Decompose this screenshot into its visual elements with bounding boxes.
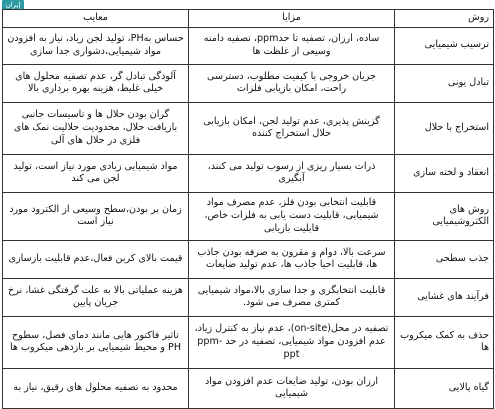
disadvantages-cell: مواد شیمیایی زیادی مورد نیاز است، تولید لجن می کند <box>3 154 189 192</box>
disadvantages-cell: زمان بر بودن،سطح وسیعی از الکترود مورد نیاز است <box>3 192 189 240</box>
advantages-cell: ارزان بودن، تولید ضایعات عدم افزودن مواد شیمیایی <box>189 368 395 408</box>
table-row <box>3 278 494 316</box>
logo: إيران <box>2 0 24 10</box>
disadvantages-cell: محدود به تصفیه محلول های رقیق، نیاز به <box>3 368 189 408</box>
method-cell: حذف به کمک میکروب ها <box>395 316 494 368</box>
disadvantages-cell: هزینه عملیاتی بالا به علت گرفتگی غشا، نرخ جریان پایین <box>3 278 189 316</box>
table-header-row <box>3 10 494 28</box>
table-row <box>3 316 494 368</box>
method-cell: روش های الکتروشیمیایی <box>395 192 494 240</box>
table-row <box>3 192 494 240</box>
advantages-cell: گزینش پذیری، عدم تولید لجن، امکان بازیابی حلال استخراج کننده <box>189 102 395 154</box>
table-row <box>3 27 494 64</box>
disadvantages-cell: قیمت بالای کربن فعال،عدم قابلیت بازسازی <box>3 240 189 278</box>
method-cell: جذب سطحی <box>395 240 494 278</box>
header-advantages: مزایا <box>189 10 395 28</box>
table-row <box>3 102 494 154</box>
method-cell: ترسیب شیمیایی <box>395 27 494 64</box>
method-cell: فرآیند های غشایی <box>395 278 494 316</box>
advantages-cell: جریان خروجی با کیفیت مطلوب، دسترسی راحت، امکان بازیابی فلزات <box>189 64 395 102</box>
disadvantages-cell: حساس بهPH، تولید لجن زیاد، نیاز به افزودن مواد شیمیایی،دشواری جدا سازی <box>3 27 189 64</box>
advantages-cell: ساده، ارزان، تصفیه تا حدppm، تصفیه دامنه وسیعی از غلظت ها <box>189 27 395 64</box>
header-method: روش <box>395 10 494 28</box>
method-cell: استخراج با حلال <box>395 102 494 154</box>
table-row <box>3 368 494 408</box>
table-row <box>3 64 494 102</box>
method-cell: گیاه پالایی <box>395 368 494 408</box>
method-cell: انعقاد و لخته سازی <box>395 154 494 192</box>
disadvantages-cell: تاثیر فاکتور هایی مانند دمای فصل، سطوح PH و محیط شیمیایی بر بازدهی میکروب ها <box>3 316 189 368</box>
table-row <box>3 154 494 192</box>
advantages-cell: تصفیه در محل(on-site)، عدم نیاز به کنترل زیاد، عدم افزودن مواد شیمیایی، تصفیه در حد ppm-ppt <box>189 316 395 368</box>
disadvantages-cell: گران بودن حلال ها و تاسیسات جانبی بازیافت حلال، محدودیت حلالیت نمک های فلزی در حلال های آلی <box>3 102 189 154</box>
method-cell: تبادل یونی <box>395 64 494 102</box>
advantages-cell: قابلیت انتخابگری و جدا سازی بالا،مواد شیمیایی کمتری مصرف می شود. <box>189 278 395 316</box>
advantages-cell: ذرات بسیار ریزی از رسوب تولید می کنند، آبگیری <box>189 154 395 192</box>
header-disadvantages: معایب <box>3 10 189 28</box>
advantages-cell: سرعت بالا، دوام و مقرون به صرفه بودن جاذب ها، قابلیت احیا جاذب ها، عدم تولید ضایعات <box>189 240 395 278</box>
table-row <box>3 240 494 278</box>
comparison-table <box>2 9 494 409</box>
disadvantages-cell: آلودگی تبادل گر، عدم تصفیه محلول های خیلی غلیظ، هزینه بهره برداری بالا <box>3 64 189 102</box>
advantages-cell: قابلیت انتخابی بودن فلز، عدم مصرف مواد شیمیایی، قابلیت دست یابی به فلزات خاص، قابلیت بازیابی <box>189 192 395 240</box>
